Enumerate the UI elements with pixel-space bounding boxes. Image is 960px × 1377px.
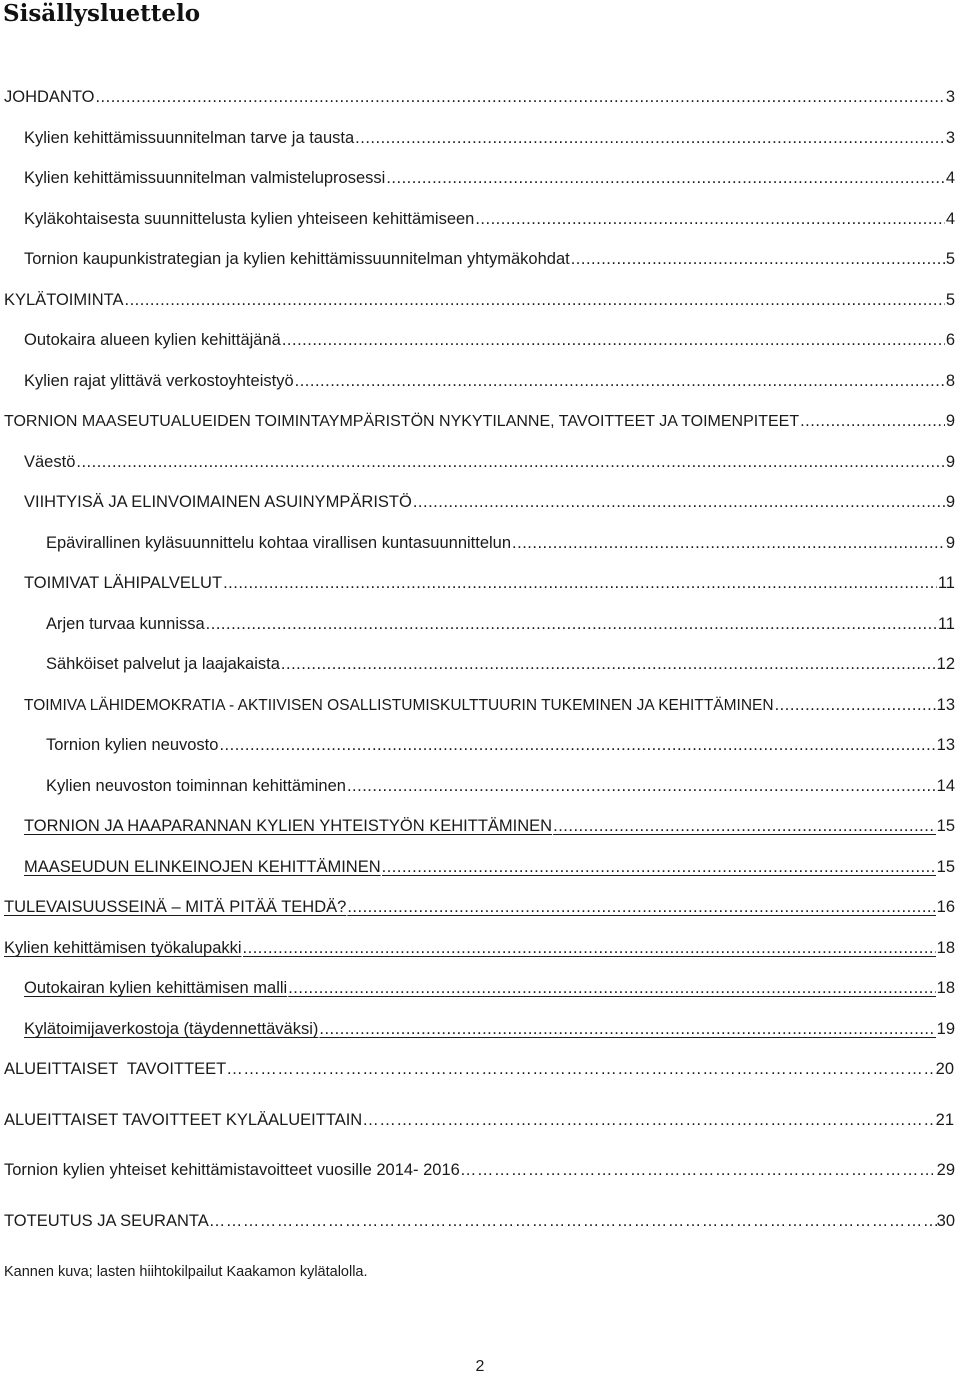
toc-leader [125, 289, 945, 311]
toc-entry-page: 11 [937, 615, 955, 633]
toc-entry[interactable] [24, 491, 955, 513]
toc-entry-title: TOTEUTUS JA SEURANTA [4, 1212, 209, 1230]
toc-entry-page: 30 [936, 1212, 955, 1230]
toc-entry[interactable] [24, 167, 955, 189]
toc-leader [219, 734, 935, 756]
toc-entry-title: TORNION JA HAAPARANNAN KYLIEN YHTEISTYÖN KEHITTÄMINEN [24, 817, 553, 835]
toc-entry[interactable] [24, 329, 955, 351]
toc-entry-title: Outokairan kylien kehittämisen malli [24, 979, 288, 997]
toc-leader [95, 86, 944, 108]
toc-entry-title: TOIMIVA LÄHIDEMOKRATIA - AKTIIVISEN OSALLISTUMISKULTTUURIN TUKEMINEN JA KEHITTÄMINEN [24, 697, 774, 714]
toc-entry-page: 3 [945, 88, 955, 106]
toc-entry-page: 8 [945, 372, 955, 390]
toc-leader [76, 451, 944, 473]
toc-leader [553, 815, 936, 837]
toc-entry-page: 3 [945, 129, 955, 147]
toc-entry[interactable] [24, 370, 955, 392]
toc-leader [382, 856, 936, 878]
toc-entry[interactable] [46, 734, 955, 756]
toc-leader [282, 329, 945, 351]
toc-entry-page: 13 [936, 696, 955, 714]
toc-entry-page: 4 [945, 169, 955, 187]
toc-leader [800, 410, 945, 432]
toc-entry-title: Tornion kylien neuvosto [46, 736, 219, 754]
toc-entry-title: JOHDANTO [4, 88, 95, 106]
toc-entry[interactable] [4, 1058, 954, 1080]
toc-leader [209, 1210, 937, 1232]
toc-entry-title: Kyläkohtaisesta suunnittelusta kylien yhteiseen kehittämiseen [24, 210, 475, 228]
toc-entry[interactable] [24, 977, 955, 999]
toc-entry-page: 9 [945, 453, 955, 471]
toc-leader [460, 1159, 933, 1181]
toc-entry-title: Tornion kaupunkistrategian ja kylien kehittämissuunnitelman yhtymäkohdat [24, 250, 570, 268]
toc-entry-page: 5 [945, 250, 955, 268]
toc-leader [386, 167, 944, 189]
toc-leader [288, 977, 935, 999]
toc-entry-title: Kylätoimijaverkostoja (täydennettäväksi) [24, 1020, 319, 1038]
toc-entry-page: 18 [936, 939, 955, 957]
toc-entry-page: 9 [945, 412, 955, 430]
toc-leader [512, 532, 945, 554]
toc-entry[interactable] [46, 653, 955, 675]
toc-entry-title: Kylien rajat ylittävä verkostoyhteistyö [24, 372, 294, 390]
toc-leader [475, 208, 944, 230]
toc-entry-title: VIIHTYISÄ JA ELINVOIMAINEN ASUINYMPÄRISTÖ [24, 493, 412, 511]
toc-entry[interactable] [4, 937, 955, 959]
toc-entry[interactable] [46, 532, 955, 554]
toc-entry[interactable] [24, 694, 955, 716]
toc-entry-page: 12 [936, 655, 955, 673]
toc-entry[interactable] [4, 1159, 955, 1181]
toc-entry-page: 15 [936, 817, 955, 835]
toc-entry-page: 5 [945, 291, 955, 309]
toc-entry-title: Kylien kehittämissuunnitelman tarve ja tausta [24, 129, 355, 147]
toc-leader [206, 613, 937, 635]
toc-entry[interactable] [46, 613, 955, 635]
toc-entry-title: Epävirallinen kyläsuunnittelu kohtaa virallisen kuntasuunnittelun [46, 534, 512, 552]
toc-entry-title: Kylien neuvoston toiminnan kehittäminen [46, 777, 346, 795]
toc-entry-title: MAASEUDUN ELINKEINOJEN KEHITTÄMINEN [24, 858, 381, 876]
toc-entry-title: ALUEITTAISET TAVOITTEET KYLÄALUEITTAIN [4, 1111, 363, 1129]
toc-entry-page: 14 [936, 777, 955, 795]
toc-entry[interactable] [4, 289, 955, 311]
toc-entry[interactable] [24, 451, 955, 473]
cover-caption: Kannen kuva; lasten hiihtokilpailut Kaakamon kylätalolla. [4, 1264, 368, 1280]
toc-entry-page: 9 [945, 534, 955, 552]
toc-entry[interactable] [46, 775, 955, 797]
toc-leader [226, 1058, 935, 1080]
toc-entry[interactable] [24, 815, 955, 837]
toc-leader [413, 491, 945, 513]
toc-entry-title: TORNION MAASEUTUALUEIDEN TOIMINTAYMPÄRISTÖN NYKYTILANNE, TAVOITTEET JA TOIMENPITEET [4, 413, 800, 430]
toc-entry-page: 29 [936, 1161, 955, 1179]
toc-entry-title: TOIMIVAT LÄHIPALVELUT [24, 574, 223, 592]
toc-entry-title: Kylien kehittämissuunnitelman valmisteluprosessi [24, 169, 386, 187]
toc-entry[interactable] [4, 896, 955, 918]
toc-entry-page: 20 [935, 1060, 954, 1078]
page-number: 2 [475, 1358, 485, 1375]
toc-entry-title: Kylien kehittämisen työkalupakki [4, 939, 242, 957]
toc-entry-title: Sähköiset palvelut ja laajakaista [46, 655, 280, 673]
toc-entry[interactable] [4, 1109, 954, 1131]
toc-entry[interactable] [24, 127, 955, 149]
toc-entry-page: 4 [945, 210, 955, 228]
toc-leader [223, 572, 937, 594]
toc-entry-page: 6 [945, 331, 955, 349]
toc-leader [571, 248, 945, 270]
toc-entry-page: 15 [936, 858, 955, 876]
toc-entry-title: ALUEITTAISET TAVOITTEET [4, 1060, 227, 1078]
toc-entry-title: Outokaira alueen kylien kehittäjänä [24, 331, 281, 349]
toc-leader [281, 653, 936, 675]
toc-entry-page: 11 [937, 574, 955, 592]
toc-entry[interactable] [4, 410, 955, 432]
toc-leader [243, 937, 936, 959]
toc-leader [347, 896, 935, 918]
toc-entry-title: TULEVAISUUSSEINÄ – MITÄ PITÄÄ TEHDÄ? [4, 898, 347, 916]
toc-leader [775, 694, 936, 716]
toc-entry[interactable] [24, 856, 955, 878]
toc-entry-title: Tornion kylien yhteiset kehittämistavoitteet vuosille 2014- 2016 [4, 1161, 460, 1179]
toc-leader [347, 775, 936, 797]
toc-entry-page: 21 [935, 1111, 954, 1129]
toc-entry-page: 18 [936, 979, 955, 997]
toc-entry[interactable] [4, 1210, 955, 1232]
toc-leader [362, 1109, 935, 1131]
toc-entry-title: KYLÄTOIMINTA [4, 291, 124, 309]
toc-entry-title: Väestö [24, 453, 76, 471]
toc-entry-page: 19 [936, 1020, 955, 1038]
toc-entry-page: 13 [936, 736, 955, 754]
toc-leader [319, 1018, 935, 1040]
toc-leader [295, 370, 945, 392]
toc-entry-page: 9 [945, 493, 955, 511]
toc-entry-title: Arjen turvaa kunnissa [46, 615, 205, 633]
toc-entry[interactable] [4, 86, 955, 108]
toc-entry[interactable] [24, 208, 955, 230]
toc-entry-page: 16 [936, 898, 955, 916]
toc-entry[interactable] [24, 1018, 955, 1040]
toc-entry[interactable] [24, 248, 955, 270]
toc-entry[interactable] [24, 572, 955, 594]
toc-leader [355, 127, 945, 149]
page-title: Sisällysluettelo [3, 0, 201, 27]
